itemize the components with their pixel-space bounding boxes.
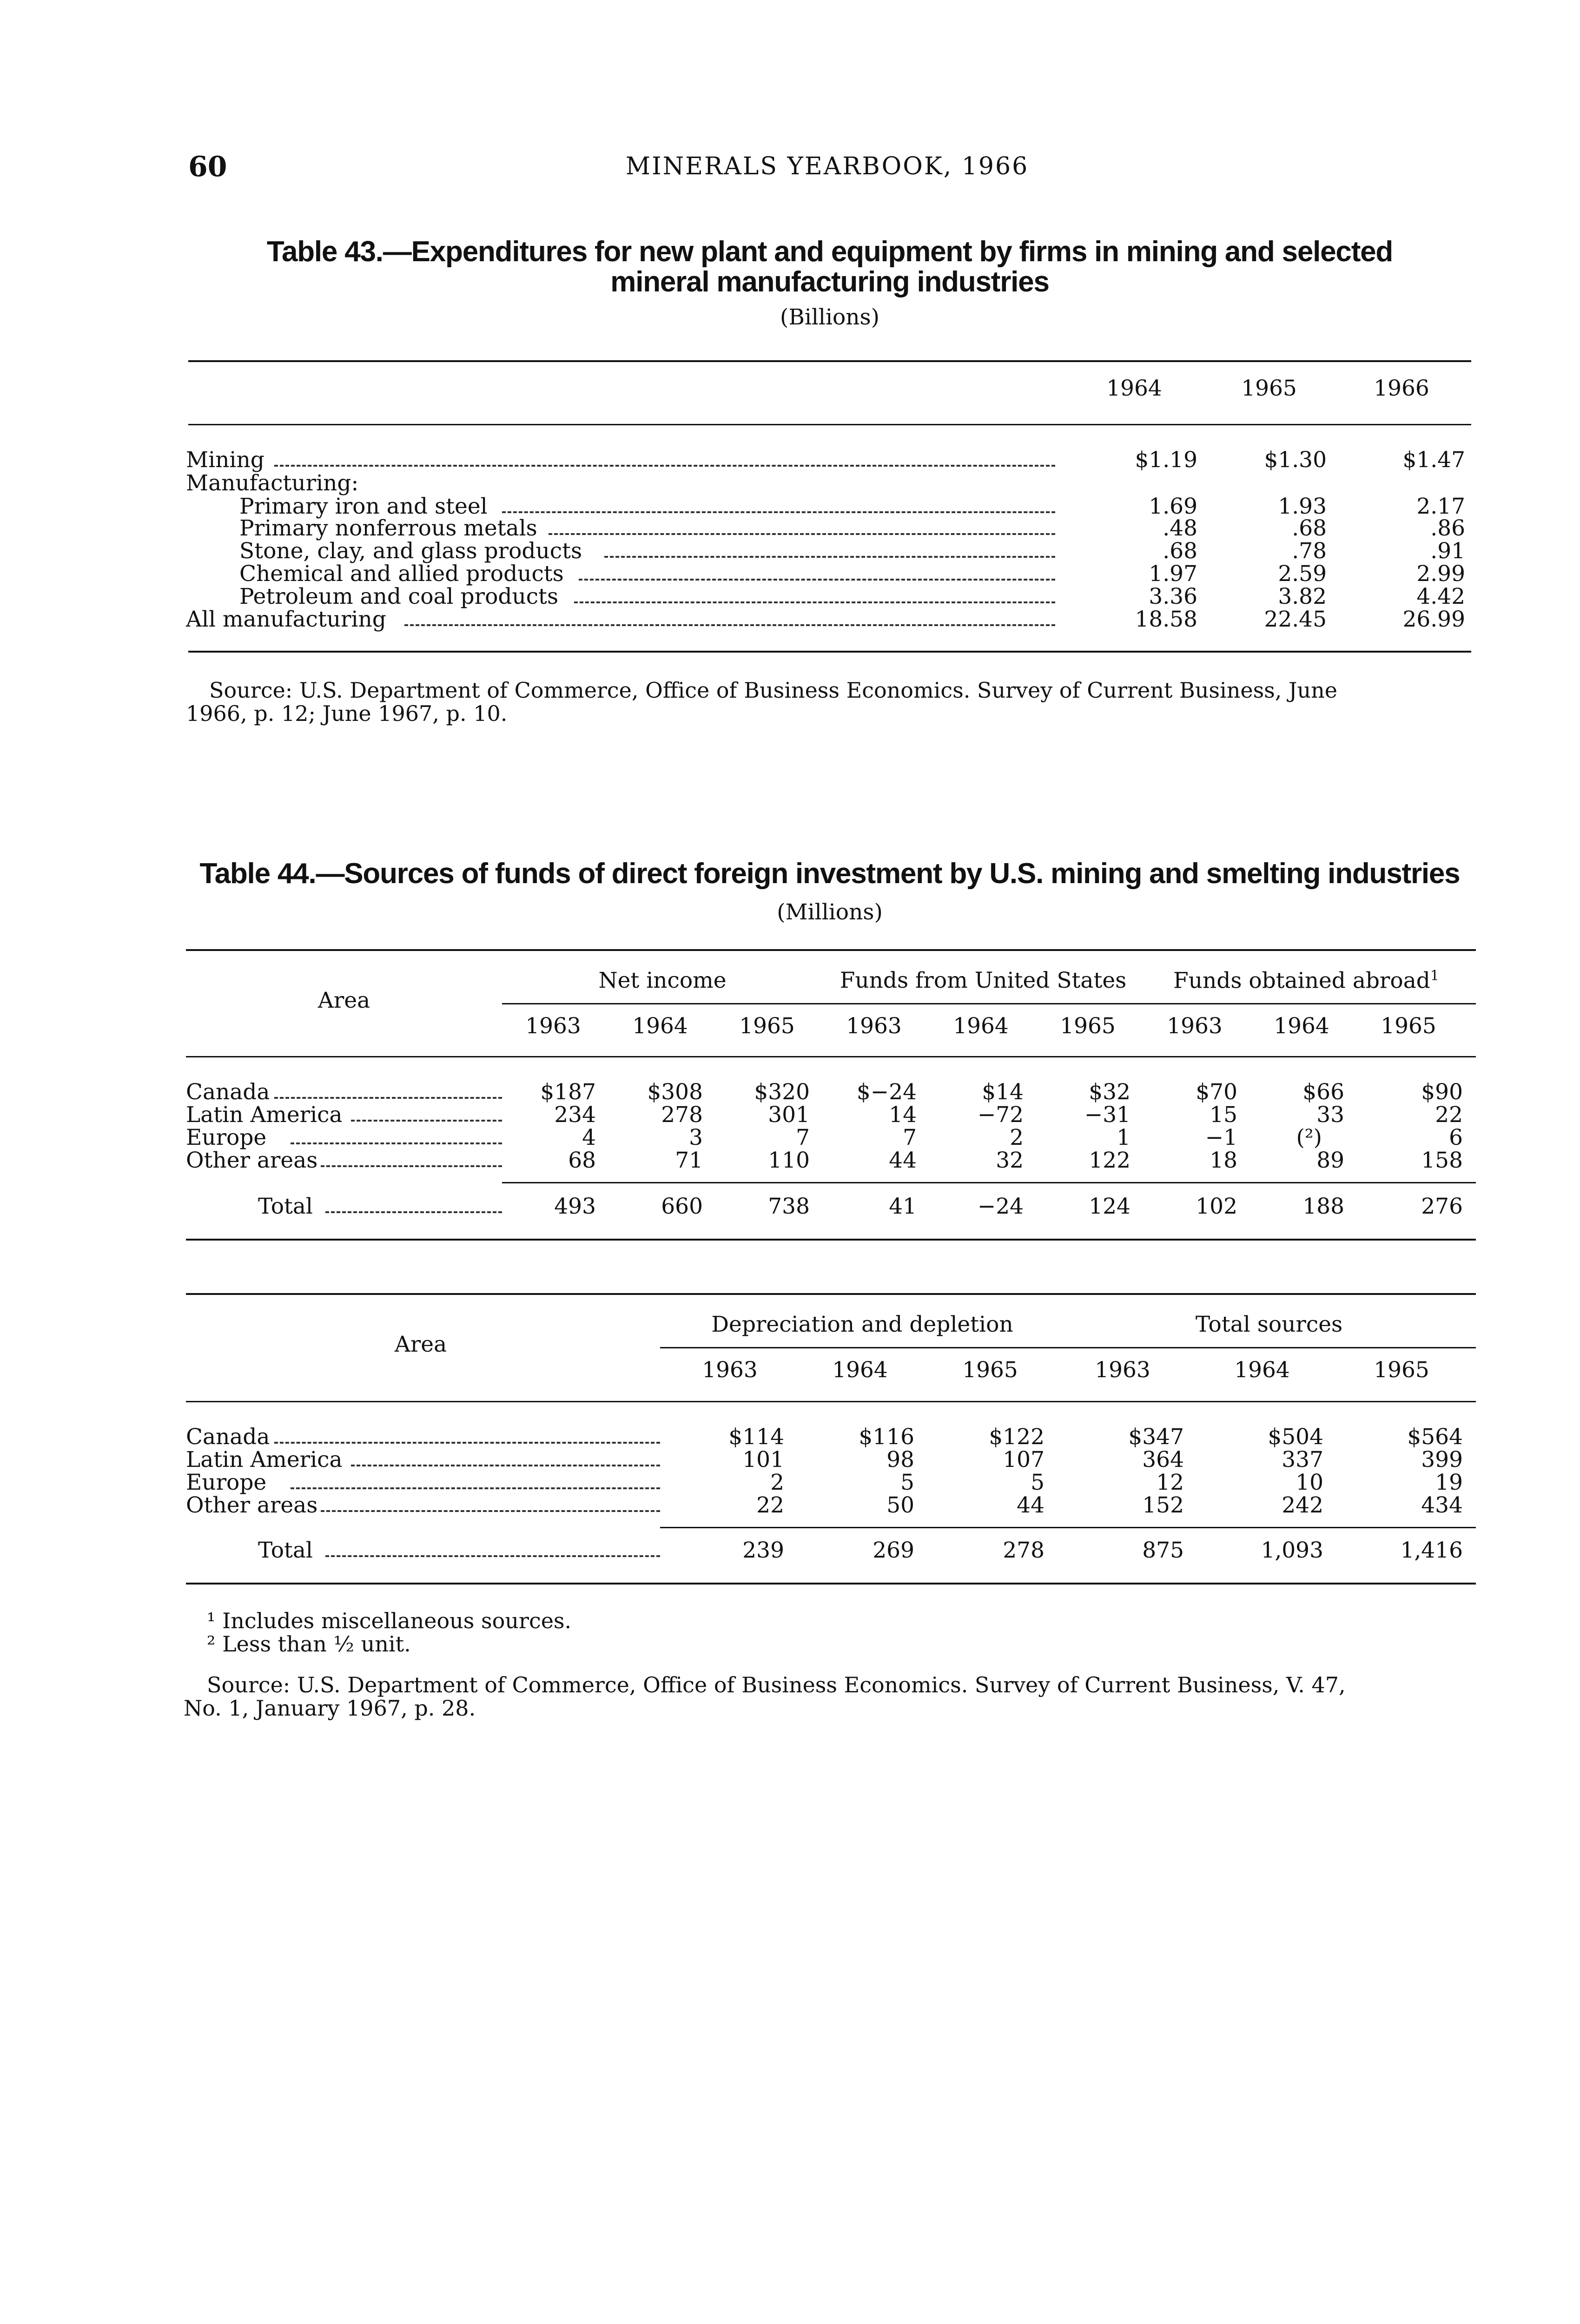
table43-cell: 2.99 [1416, 561, 1465, 587]
table44-year-header: 1963 [525, 1013, 581, 1039]
leader-dots [502, 511, 1055, 513]
table44-year-header: 1963 [1167, 1013, 1223, 1039]
table44-cell: 364 [1142, 1447, 1184, 1472]
footnote-2: ² Less than ½ unit. [207, 1631, 411, 1657]
table44-cell: $187 [540, 1079, 596, 1105]
table43-header-rule [188, 424, 1471, 425]
table44-cell: 101 [742, 1447, 784, 1472]
table43-year-header: 1964 [1106, 376, 1162, 401]
table43-cell: .48 [1163, 515, 1197, 541]
table44-cell: 7 [903, 1125, 917, 1150]
table43-row-label: Petroleum and coal products [239, 584, 559, 609]
table44-group-header: Net income [598, 968, 727, 993]
table44-cell: 1 [1117, 1125, 1130, 1150]
table44-cell: −31 [1084, 1102, 1130, 1128]
table43-cell: 2.59 [1278, 561, 1327, 587]
table43-cell: .91 [1430, 538, 1465, 564]
table44-cell: 107 [1003, 1447, 1045, 1472]
table43-source-line1: Source: U.S. Department of Commerce, Office of Business Economics. Survey of Current Business, June [209, 678, 1337, 703]
table44-cell: 110 [768, 1148, 810, 1173]
table44-total-cell: 239 [742, 1538, 784, 1563]
table44-year-header: 1964 [1234, 1357, 1290, 1383]
table43-cell: $1.47 [1402, 447, 1465, 473]
table44-cell: 33 [1316, 1102, 1344, 1128]
table44-year-header: 1964 [953, 1013, 1009, 1039]
table44-cell: 337 [1282, 1447, 1323, 1472]
table44-group-rule [660, 1347, 1476, 1348]
footnote-1: ¹ Includes miscellaneous sources. [207, 1608, 572, 1633]
table44-year-header: 1964 [632, 1013, 688, 1039]
leader-dots [274, 1097, 502, 1099]
running-title: MINERALS YEARBOOK, 1966 [625, 152, 1029, 180]
table43-cell: 1.93 [1278, 494, 1327, 519]
table44-cell: $347 [1128, 1424, 1184, 1450]
table44-cell: 2 [770, 1470, 784, 1495]
table43-cell: .68 [1163, 538, 1197, 564]
table44-total-cell: 124 [1089, 1194, 1130, 1219]
table44-year-header: 1965 [1381, 1013, 1436, 1039]
table43-row-label: All manufacturing [186, 607, 386, 632]
table43-row-label: Primary iron and steel [239, 494, 488, 519]
table44-year-header: 1963 [702, 1357, 758, 1383]
table44-cell: $504 [1268, 1424, 1323, 1450]
table44-source-line2: No. 1, January 1967, p. 28. [184, 1696, 476, 1721]
table44-total-cell: 269 [873, 1538, 914, 1563]
table44-row-label: Other areas [186, 1492, 318, 1518]
table44-total-cell: 188 [1302, 1194, 1344, 1219]
table44-year-header: 1965 [1374, 1357, 1429, 1383]
table44-year-header: 1964 [832, 1357, 888, 1383]
table44-cell: $66 [1302, 1079, 1344, 1105]
table43-row-label: Chemical and allied products [239, 561, 564, 587]
table44-total-cell: 875 [1142, 1538, 1184, 1563]
leader-dots [404, 624, 1055, 626]
table44-cell: 89 [1316, 1148, 1344, 1173]
table44-part1-header-rule [186, 1056, 1476, 1057]
table43-top-rule [188, 360, 1471, 362]
table44-row-label: Latin America [186, 1447, 343, 1472]
table44-cell: 6 [1449, 1125, 1463, 1150]
table44-total-cell: 1,416 [1400, 1538, 1463, 1563]
table43-row-label: Manufacturing: [186, 470, 359, 496]
table44-cell: 234 [554, 1102, 596, 1128]
table44-cell: 3 [689, 1125, 703, 1150]
table44-part2-top-rule [186, 1293, 1476, 1295]
table43-bottom-rule [188, 651, 1471, 653]
table44-title: Table 44.—Sources of funds of direct foreign investment by U.S. mining and smelting industries [199, 858, 1460, 890]
table43-cell: .68 [1292, 515, 1327, 541]
table44-cell: 12 [1156, 1470, 1184, 1495]
table44-year-header: 1965 [962, 1357, 1018, 1383]
table44-year-header: 1963 [1095, 1357, 1150, 1383]
leader-dots [549, 533, 1055, 535]
table44-cell: 5 [1031, 1470, 1045, 1495]
table44-group-header [1144, 968, 1469, 994]
table44-cell: −1 [1205, 1125, 1237, 1150]
table44-group-header: Funds from United States [840, 968, 1127, 993]
table44-cell: 19 [1435, 1470, 1463, 1495]
table43-cell: 3.82 [1278, 584, 1327, 609]
table44-cell: 152 [1142, 1492, 1184, 1518]
table44-cell: (²) [1296, 1125, 1322, 1150]
table44-cell: 22 [756, 1492, 784, 1518]
table44-part1-top-rule [186, 949, 1476, 951]
table44-cell: 10 [1296, 1470, 1323, 1495]
table44-cell: 242 [1282, 1492, 1323, 1518]
table43-unit: (Billions) [780, 304, 880, 330]
table44-cell: 68 [568, 1148, 596, 1173]
table44-cell: $308 [647, 1079, 703, 1105]
table44-cell: $90 [1421, 1079, 1463, 1105]
table43-cell: 26.99 [1402, 607, 1465, 632]
table44-cell: 434 [1421, 1492, 1463, 1518]
page-number: 60 [188, 151, 227, 183]
table44-part2-bottom-rule [186, 1583, 1476, 1585]
table44-row-label: Europe [186, 1470, 267, 1495]
table43-row-label: Mining [186, 447, 264, 473]
table43-cell: 1.97 [1149, 561, 1197, 587]
table44-year-header: 1965 [1060, 1013, 1116, 1039]
table43-year-header: 1965 [1241, 376, 1297, 401]
table43-title-line2: mineral manufacturing industries [610, 266, 1049, 298]
leader-dots [574, 601, 1055, 603]
table43-cell: $1.19 [1135, 447, 1197, 473]
table44-row-label: Canada [186, 1079, 270, 1105]
table44-total-cell: 276 [1421, 1194, 1463, 1219]
table44-cell: 98 [886, 1447, 914, 1472]
table44-total-cell: 660 [661, 1194, 703, 1219]
table44-cell: 5 [900, 1470, 914, 1495]
table43-cell: $1.30 [1264, 447, 1327, 473]
table44-row-label: Europe [186, 1125, 267, 1150]
table44-group-header-text: Funds obtained abroad [1173, 968, 1430, 994]
table44-group-rule [502, 1003, 1476, 1004]
table43-cell: 18.58 [1135, 607, 1197, 632]
table44-cell: $−24 [856, 1079, 917, 1105]
table44-total-cell: 278 [1003, 1538, 1045, 1563]
table44-part2-header-rule [186, 1401, 1476, 1402]
table44-unit: (Millions) [777, 899, 883, 925]
footnote-marker: 1 [1430, 968, 1439, 984]
table43-cell: .86 [1430, 515, 1465, 541]
table44-row-label: Latin America [186, 1102, 343, 1128]
table44-cell: $116 [859, 1424, 914, 1450]
table44-total-cell: 41 [889, 1194, 917, 1219]
table44-area-header: Area [394, 1332, 447, 1357]
table44-group-header: Depreciation and depletion [711, 1312, 1013, 1337]
table43-cell: .78 [1292, 538, 1327, 564]
table44-cell: 22 [1435, 1102, 1463, 1128]
table44-total-cell: −24 [977, 1194, 1024, 1219]
table43-row-label: Primary nonferrous metals [239, 515, 537, 541]
leader-dots [351, 1120, 502, 1122]
table44-row-label: Canada [186, 1424, 270, 1450]
table43-cell: 1.69 [1149, 494, 1197, 519]
leader-dots [274, 465, 1055, 467]
table44-total-rule [660, 1527, 1476, 1528]
table43-source-line2: 1966, p. 12; June 1967, p. 10. [186, 701, 508, 726]
table43-cell: 22.45 [1264, 607, 1327, 632]
table44-cell: 399 [1421, 1447, 1463, 1472]
table44-total-cell: 102 [1196, 1194, 1237, 1219]
table44-area-header: Area [317, 988, 370, 1013]
table43-title-line1: Table 43.—Expenditures for new plant and equipment by firms in mining and selected [266, 236, 1393, 268]
table44-row-label: Other areas [186, 1148, 318, 1173]
table44-cell: $122 [989, 1424, 1045, 1450]
leader-dots [351, 1465, 660, 1466]
table44-cell: 44 [1017, 1492, 1045, 1518]
table43-year-header: 1966 [1374, 376, 1429, 401]
table44-cell: 18 [1210, 1148, 1237, 1173]
leader-dots [321, 1510, 660, 1512]
table44-year-header: 1965 [739, 1013, 795, 1039]
table44-total-cell: 1,093 [1261, 1538, 1323, 1563]
table44-cell: 44 [889, 1148, 917, 1173]
leader-dots [291, 1487, 660, 1489]
leader-dots [274, 1442, 660, 1444]
leader-dots [321, 1165, 502, 1167]
table44-cell: 301 [768, 1102, 810, 1128]
table44-total-cell: 738 [768, 1194, 810, 1219]
leader-dots [291, 1142, 502, 1144]
table44-total-label: Total [258, 1538, 313, 1563]
table44-cell: 122 [1089, 1148, 1130, 1173]
table44-cell: $114 [728, 1424, 784, 1450]
table44-source-line1: Source: U.S. Department of Commerce, Office of Business Economics. Survey of Current Business, V. 47, [207, 1672, 1346, 1697]
table44-cell: $70 [1196, 1079, 1237, 1105]
table43-cell: 2.17 [1416, 494, 1465, 519]
table44-cell: 50 [886, 1492, 914, 1518]
table44-total-cell: 493 [554, 1194, 596, 1219]
table44-cell: 32 [996, 1148, 1024, 1173]
table44-cell: $320 [754, 1079, 810, 1105]
table44-cell: 14 [889, 1102, 917, 1128]
table44-year-header: 1964 [1274, 1013, 1329, 1039]
leader-dots [325, 1211, 502, 1213]
leader-dots [604, 556, 1055, 558]
table44-year-header: 1963 [846, 1013, 902, 1039]
table44-cell: 4 [582, 1125, 596, 1150]
table44-cell: $564 [1407, 1424, 1463, 1450]
table44-cell: 2 [1010, 1125, 1024, 1150]
table44-total-rule [502, 1182, 1476, 1183]
table43-cell: 3.36 [1149, 584, 1197, 609]
table44-cell: $32 [1089, 1079, 1130, 1105]
table44-group-header: Total sources [1195, 1312, 1343, 1337]
table44-part1-bottom-rule [186, 1239, 1476, 1241]
table44-cell: 7 [796, 1125, 810, 1150]
leader-dots [325, 1555, 660, 1557]
table44-total-label: Total [258, 1194, 313, 1219]
leader-dots [579, 579, 1055, 581]
table44-cell: 71 [675, 1148, 703, 1173]
table43-cell: 4.42 [1416, 584, 1465, 609]
table44-cell: $14 [982, 1079, 1024, 1105]
table43-row-label: Stone, clay, and glass products [239, 538, 582, 564]
table44-cell: 15 [1210, 1102, 1237, 1128]
table44-cell: 278 [661, 1102, 703, 1128]
table44-cell: 158 [1421, 1148, 1463, 1173]
table44-cell: −72 [977, 1102, 1024, 1128]
